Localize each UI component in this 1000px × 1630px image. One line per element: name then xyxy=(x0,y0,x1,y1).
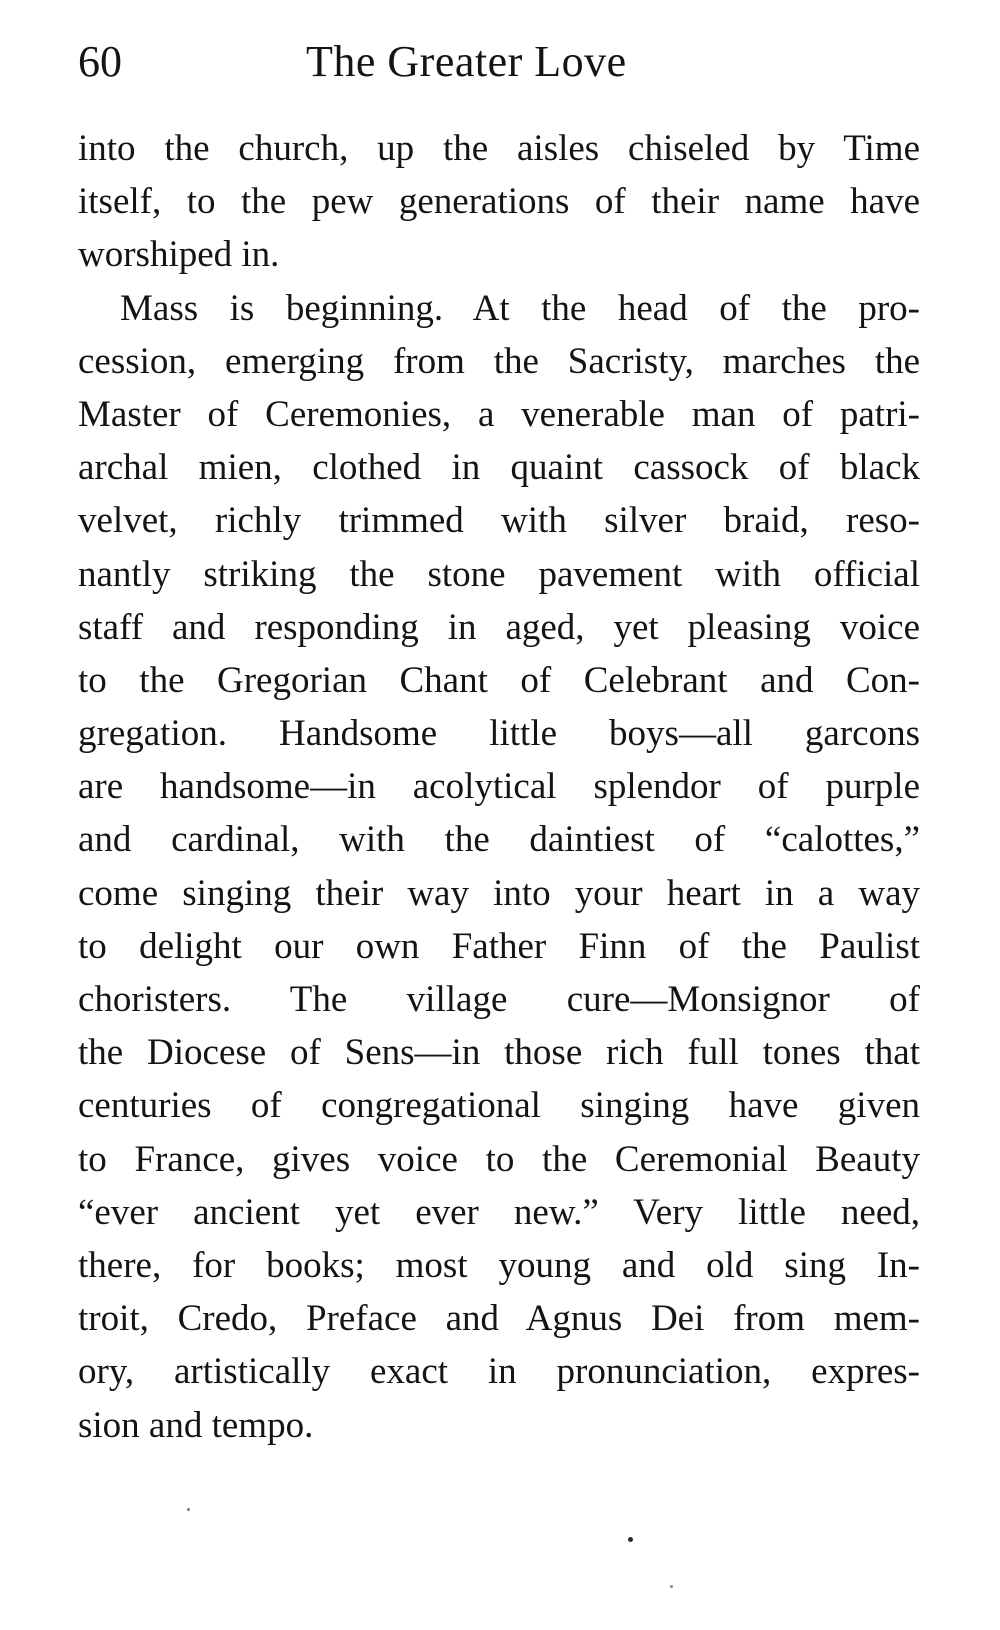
text-line: troit, Credo, Preface and Agnus Dei from mem- xyxy=(78,1298,920,1340)
page-number: 60 xyxy=(78,37,122,86)
text-line: come singing their way into your heart in a way xyxy=(78,872,920,914)
running-head xyxy=(78,30,918,94)
text-line: “ever ancient yet ever new.” Very little need, xyxy=(78,1191,920,1233)
text-line: choristers. The village cure—Monsignor of xyxy=(78,979,920,1020)
text-line: cession, emerging from the Sacristy, marches the xyxy=(78,340,920,382)
text-line: to France, gives voice to the Ceremonial Beauty xyxy=(78,1138,920,1180)
text-line: centuries of congregational singing have given xyxy=(78,1085,920,1127)
print-speck xyxy=(670,1585,673,1588)
print-speck xyxy=(187,1508,190,1511)
text-line: to delight our own Father Finn of the Paulist xyxy=(78,925,920,967)
text-line: gregation. Handsome little boys—all garcons xyxy=(78,713,920,755)
text-line: there, for books; most young and old sing In- xyxy=(78,1244,920,1286)
paragraph-first-line: Mass is beginning. At the head of the pro- xyxy=(120,287,920,329)
text-line: velvet, richly trimmed with silver braid, reso- xyxy=(78,500,920,542)
text-line: archal mien, clothed in quaint cassock of black xyxy=(78,447,920,489)
text-line: nantly striking the stone pavement with official xyxy=(78,553,920,595)
text-line: staff and responding in aged, yet pleasing voice xyxy=(78,606,920,648)
text-line: to the Gregorian Chant of Celebrant and Con- xyxy=(78,659,920,701)
text-line: sion and tempo. xyxy=(78,1404,314,1446)
text-line: the Diocese of Sens—in those rich full tones that xyxy=(78,1032,920,1074)
text-line: Master of Ceremonies, a venerable man of patri- xyxy=(78,393,920,435)
body-text xyxy=(78,122,920,1452)
running-title: The Greater Love xyxy=(306,37,627,86)
text-line: itself, to the pew generations of their name have xyxy=(78,181,920,223)
print-speck xyxy=(628,1537,633,1542)
text-line: and cardinal, with the daintiest of “calottes,” xyxy=(78,819,920,861)
text-line: ory, artistically exact in pronunciation, expres- xyxy=(78,1351,920,1393)
text-line: are handsome—in acolytical splendor of purple xyxy=(78,766,920,808)
text-line: into the church, up the aisles chiseled by Time xyxy=(78,128,920,169)
text-line: worshiped in. xyxy=(78,234,280,276)
